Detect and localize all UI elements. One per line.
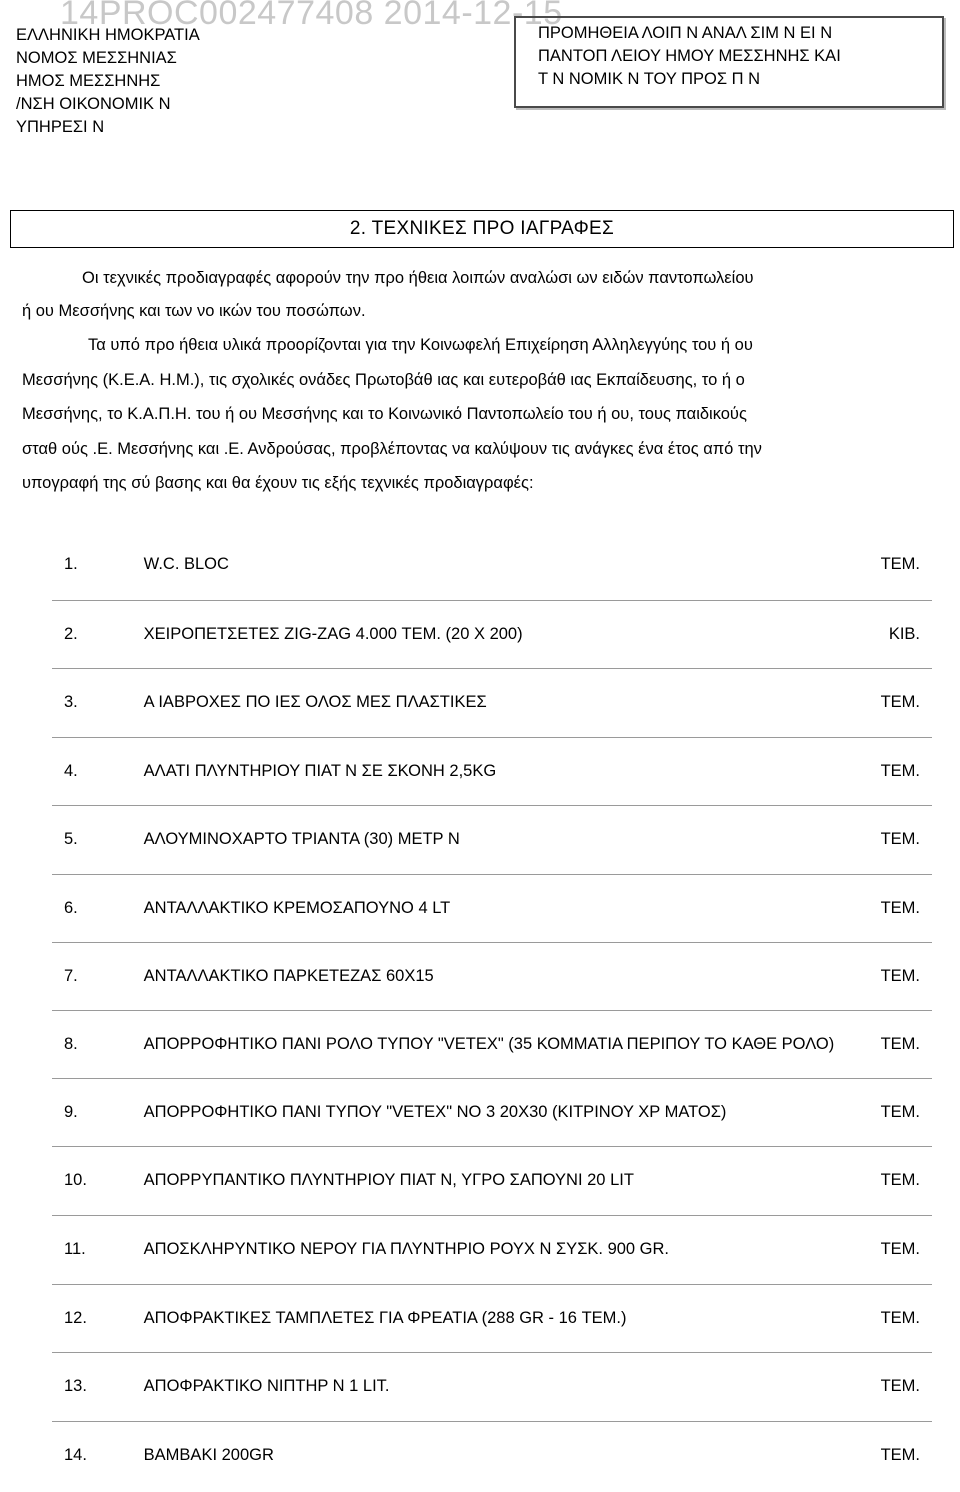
table-row <box>52 942 932 1010</box>
item-number: 1. <box>52 530 144 600</box>
item-number: 12. <box>52 1284 144 1352</box>
issuer-line: ΥΠΗΡΕΣΙ Ν <box>16 118 105 136</box>
item-number: 14. <box>64 1445 87 1464</box>
item-description: W.C. BLOC <box>144 530 881 600</box>
item-unit: ΤΕΜ. <box>881 942 932 1010</box>
item-number: 5. <box>52 805 144 874</box>
issuer-block <box>16 24 200 139</box>
paragraph-line: υπογραφή της σύ βασης και θα έχουν τις εξής τεχνικές προδιαγραφές: <box>22 474 534 492</box>
table-row <box>52 1352 932 1421</box>
item-description: ΧΕΙΡΟΠΕΤΣΕΤΕΣ ZIG-ZAG 4.000 ΤΕΜ. (20 Χ 200) <box>144 600 881 668</box>
table-row <box>52 1146 932 1215</box>
section-title: 2. ΤΕΧΝΙΚΕΣ ΠΡΟ ΙΑΓΡΑΦΕΣ <box>349 218 615 239</box>
item-number: 13. <box>52 1352 144 1421</box>
paragraph-line: Οι τεχνικές προδιαγραφές αφορούν την προ ήθεια λοιπών αναλώσι ων ειδών παντοπωλείου <box>82 269 754 287</box>
intro-paragraph <box>22 262 952 328</box>
project-title-line: Τ Ν ΝΟΜΙΚ Ν ΤΟΥ ΠΡΟΣ Π Ν <box>538 70 761 88</box>
item-description: ΑΠΟΡΡΥΠΑΝΤΙΚΟ ΠΛΥΝΤΗΡΙΟΥ ΠΙΑΤ Ν, ΥΓΡΟ ΣΑΠΟΥΝΙ 20 LIT <box>144 1146 881 1215</box>
item-description: ΑΛΟΥΜΙΝΟΧΑΡΤΟ ΤΡΙΑΝΤΑ (30) ΜΕΤΡ Ν <box>144 805 881 874</box>
item-number: 6. <box>52 874 144 942</box>
item-unit: ΤΕΜ. <box>881 1078 932 1146</box>
table-row <box>52 1010 932 1078</box>
item-unit: ΤΕΜ. <box>881 1010 932 1078</box>
item-unit: ΤΕΜ. <box>881 1215 932 1284</box>
item-description: ΑΠΟΣΚΛΗΡΥΝΤΙΚΟ ΝΕΡΟΥ ΓΙΑ ΠΛΥΝΤΗΡΙΟ ΡΟΥΧ Ν ΣΥΣΚ. 900 GR. <box>144 1215 881 1284</box>
issuer-line: ΗΜΟΣ ΜΕΣΣΗΝΗΣ <box>16 72 161 90</box>
item-unit: ΤΕΜ. <box>881 805 932 874</box>
item-number: 4. <box>52 737 144 805</box>
item-unit: ΤΕΜ. <box>881 668 932 737</box>
item-description: ΒΑΜΒΑΚΙ 200GR <box>143 1445 274 1464</box>
paragraph-line: σταθ ούς .Ε. Μεσσήνης και .Ε. Ανδρούσας, προβλέποντας να καλύψουν τις ανάγκες ένα έτος από την <box>22 439 762 458</box>
watermark-stamp: 14PROC002477408 2014-12-15 <box>60 0 563 32</box>
table-row <box>52 737 932 805</box>
table-row <box>52 1215 932 1284</box>
table-row <box>52 874 932 942</box>
item-description: ΑΛΑΤΙ ΠΛΥΝΤΗΡΙΟΥ ΠΙΑΤ Ν ΣΕ ΣΚΟΝΗ 2,5KG <box>144 737 881 805</box>
item-number: 9. <box>52 1078 144 1146</box>
issuer-line: /ΝΣΗ ΟΙΚΟΝΟΜΙΚ Ν <box>16 95 171 113</box>
project-title-box <box>514 16 944 108</box>
table-row <box>52 805 932 874</box>
item-unit: ΚΙΒ. <box>881 600 932 668</box>
items-table <box>52 530 932 1489</box>
paragraph-line: Μεσσήνης (Κ.Ε.Α. Η.Μ.), τις σχολικές ονάδες Πρωτοβάθ ιας και ευτεροβάθ ιας Εκπαίδευσης, το ή ο <box>22 370 745 389</box>
purpose-paragraph <box>22 328 952 501</box>
paragraph-line: Μεσσήνης, το Κ.Α.Π.Η. του ή ου Μεσσήνης και το Κοινωνικό Παντοπωλείο του ή ου, τους παιδικούς <box>22 405 747 423</box>
section-heading <box>10 210 954 248</box>
item-description: ΑΠΟΦΡΑΚΤΙΚΕΣ ΤΑΜΠΛΕΤΕΣ ΓΙΑ ΦΡΕΑΤΙΑ (288 GR - 16 ΤΕΜ.) <box>144 1284 881 1352</box>
issuer-line: ΕΛΛΗΝΙΚΗ ΗΜΟΚΡΑΤΙΑ <box>16 26 200 44</box>
paragraph-line: ή ου Μεσσήνης και των νο ικών του ποσώπων. <box>22 302 366 320</box>
item-description: Α ΙΑΒΡΟΧΕΣ ΠΟ ΙΕΣ ΟΛΟΣ ΜΕΣ ΠΛΑΣΤΙΚΕΣ <box>144 668 881 737</box>
table-row <box>52 1284 932 1352</box>
item-description: ΑΠΟΡΡΟΦΗΤΙΚΟ ΠΑΝΙ ΤΥΠΟΥ "VETEX" ΝΟ 3 20Χ30 (ΚΙΤΡΙΝΟΥ ΧΡ ΜΑΤΟΣ) <box>144 1078 881 1146</box>
item-description: ΑΠΟΦΡΑΚΤΙΚΟ ΝΙΠΤΗΡ Ν 1 LIT. <box>144 1352 881 1421</box>
item-unit: ΤΕΜ. <box>881 874 932 942</box>
item-unit: ΤΕΜ. <box>881 530 932 600</box>
item-unit: ΤΕΜ. <box>881 1146 932 1215</box>
item-unit: ΤΕΜ. <box>881 737 932 805</box>
table-row <box>52 530 932 600</box>
item-description: ΑΝΤΑΛΛΑΚΤΙΚΟ ΠΑΡΚΕΤΕΖΑΣ 60Χ15 <box>144 942 881 1010</box>
table-row <box>52 1078 932 1146</box>
items-table-body <box>52 530 932 1489</box>
project-title-line: ΠΡΟΜΗΘΕΙΑ ΛΟΙΠ Ν ΑΝΑΛ ΣΙΜ Ν ΕΙ Ν <box>538 24 833 42</box>
item-description: ΑΠΟΡΡΟΦΗΤΙΚΟ ΠΑΝΙ ΡΟΛΟ ΤΥΠΟΥ "VETEX" (35 ΚΟΜΜΑΤΙΑ ΠΕΡΙΠΟΥ ΤΟ ΚΑΘΕ ΡΟΛΟ) <box>144 1010 881 1078</box>
item-unit: ΤΕΜ. <box>881 1284 932 1352</box>
paragraph-line: Τα υπό προ ήθεια υλικά προορίζονται για την Κοινωφελή Επιχείρηση Αλληλεγγύης του ή ου <box>88 336 753 354</box>
item-number: 11. <box>52 1215 144 1284</box>
item-number: 8. <box>52 1010 144 1078</box>
table-row <box>52 668 932 737</box>
table-row <box>52 1421 932 1489</box>
table-row <box>52 600 932 668</box>
item-unit: ΤΕΜ. <box>880 1445 920 1464</box>
item-unit: ΤΕΜ. <box>881 1352 932 1421</box>
item-number: 3. <box>52 668 144 737</box>
item-number: 7. <box>52 942 144 1010</box>
item-number: 10. <box>52 1146 144 1215</box>
issuer-line: ΝΟΜΟΣ ΜΕΣΣΗΝΙΑΣ <box>16 49 177 67</box>
item-description: ΑΝΤΑΛΛΑΚΤΙΚΟ ΚΡΕΜΟΣΑΠΟΥΝΟ 4 LT <box>144 874 881 942</box>
project-title-line: ΠΑΝΤΟΠ ΛΕΙΟΥ ΗΜΟΥ ΜΕΣΣΗΝΗΣ ΚΑΙ <box>538 47 841 65</box>
item-number: 2. <box>52 600 144 668</box>
